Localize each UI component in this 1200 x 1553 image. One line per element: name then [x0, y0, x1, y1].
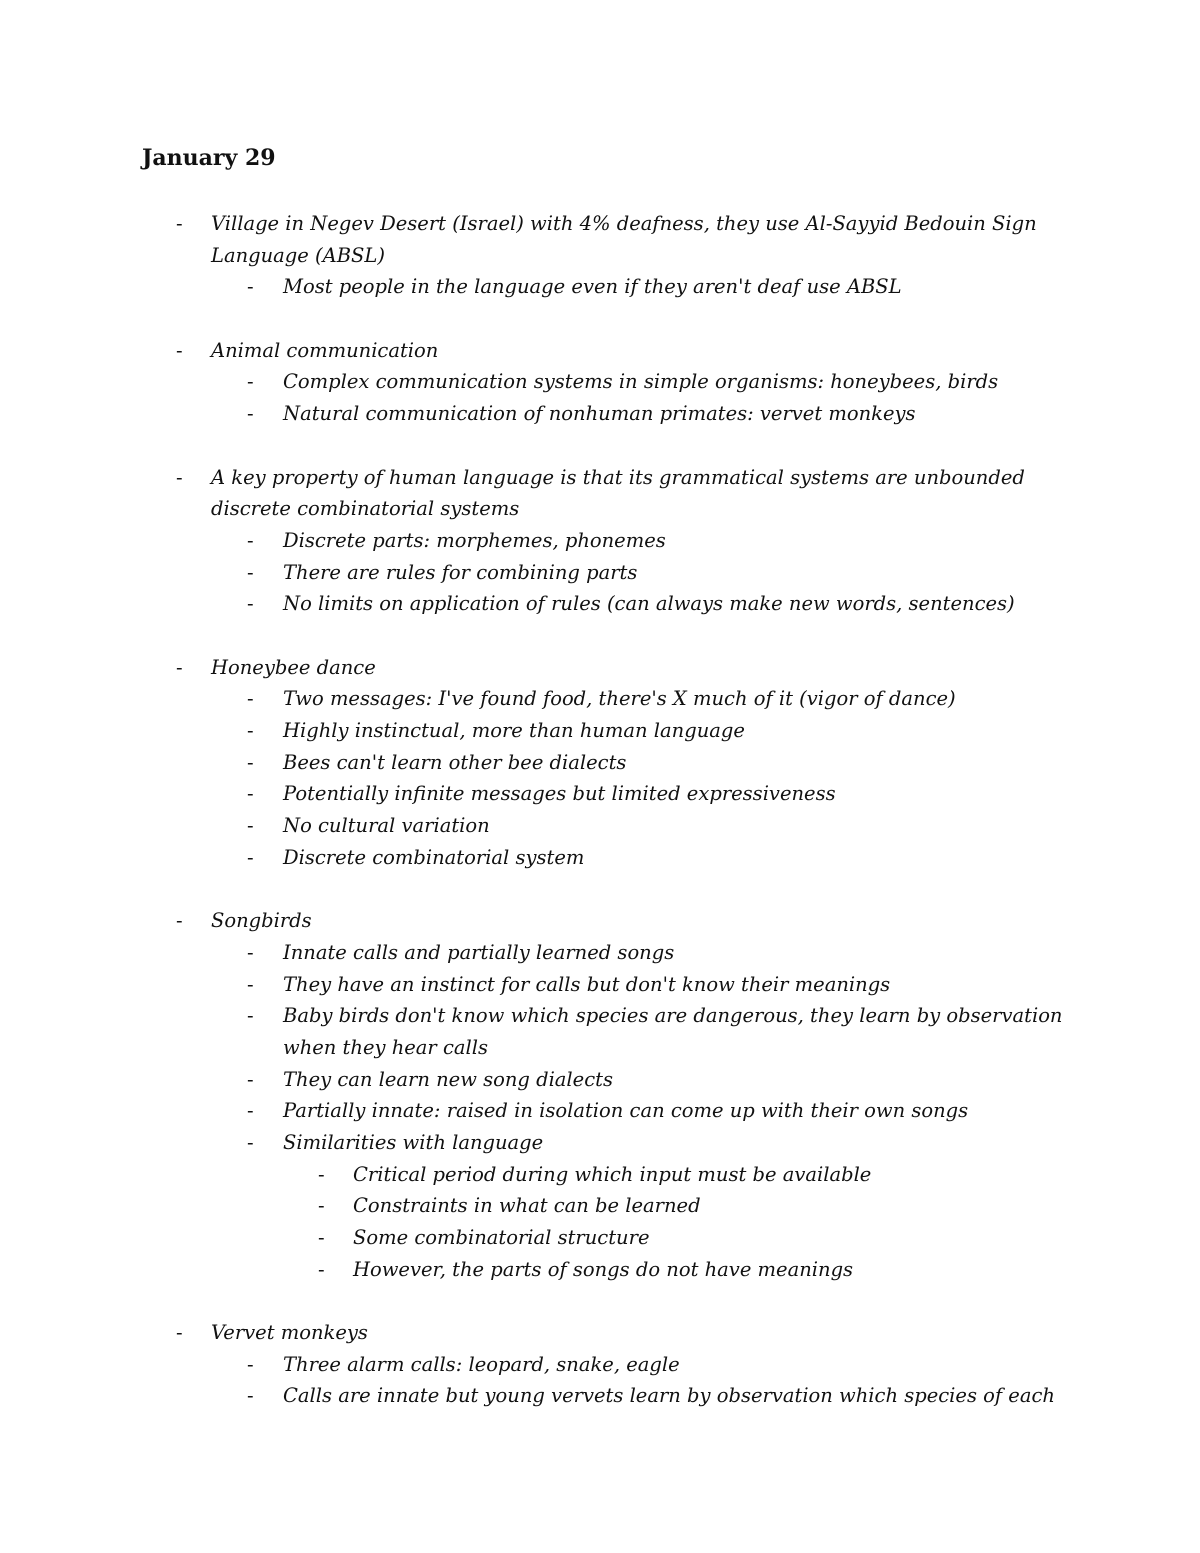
list-item: [0, 905, 1200, 937]
list-item: [0, 1254, 1200, 1286]
list-item-text: Language (ABSL): [211, 243, 385, 267]
list-item-text: Two messages: I've found food, there's X much of it (vigor of dance): [283, 687, 956, 711]
list-item-text: when they hear calls: [283, 1035, 488, 1059]
bullet-dash: -: [247, 972, 254, 996]
list-item: [0, 937, 1200, 969]
list-item-text: Critical period during which input must be available: [353, 1162, 872, 1186]
list-item: [0, 683, 1200, 715]
list-item-text: Three alarm calls: leopard, snake, eagle: [283, 1352, 680, 1376]
list-item-text: There are rules for combining parts: [283, 560, 638, 584]
list-item: [0, 810, 1200, 842]
list-item: [0, 1222, 1200, 1254]
list-item-text: Bees can't learn other bee dialects: [283, 750, 627, 774]
list-item-text: Partially innate: raised in isolation can come up with their own songs: [283, 1099, 969, 1123]
bullet-dash: -: [247, 845, 254, 869]
list-item: [0, 652, 1200, 684]
list-item: [0, 557, 1200, 589]
bullet-dash: -: [176, 212, 183, 235]
list-item: [0, 1190, 1200, 1222]
list-item: [0, 747, 1200, 779]
bullet-dash: -: [176, 1321, 183, 1345]
bullet-dash: -: [247, 940, 254, 964]
list-item-text: Some combinatorial structure: [353, 1226, 650, 1249]
list-item: [0, 1159, 1200, 1191]
bullet-dash: -: [247, 1099, 254, 1123]
list-item-text: They have an instinct for calls but don't know their meanings: [283, 972, 891, 996]
bullet-dash: -: [247, 560, 254, 584]
list-item: [0, 1000, 1200, 1032]
list-item-text: Highly instinctual, more than human language: [283, 719, 745, 742]
bullet-dash: -: [176, 465, 183, 489]
list-item-text: Most people in the language even if they aren't deaf use ABSL: [283, 275, 902, 299]
bullet-dash: -: [247, 1130, 254, 1154]
bullet-dash: -: [247, 275, 254, 299]
list-item-text: Calls are innate but young vervets learn by observation which species of each: [283, 1384, 1055, 1408]
list-item: [0, 1317, 1200, 1349]
list-item: [0, 1349, 1200, 1381]
list-item-text: Village in Negev Desert (Israel) with 4% deafness, they use Al-Sayyid Bedouin Sign: [211, 212, 1037, 235]
page-title: January 29: [142, 145, 276, 171]
list-item: [0, 1127, 1200, 1159]
list-item: [0, 1095, 1200, 1127]
list-item: [0, 398, 1200, 430]
bullet-dash: -: [247, 1384, 254, 1408]
bullet-dash: -: [176, 655, 183, 679]
bullet-dash: -: [247, 1067, 254, 1091]
list-item: [0, 778, 1200, 810]
list-item: [0, 969, 1200, 1001]
list-item: [0, 1064, 1200, 1096]
list-item-text: No limits on application of rules (can always make new words, sentences): [283, 592, 1015, 616]
list-item-text: Constraints in what can be learned: [353, 1194, 701, 1218]
list-item: [0, 588, 1200, 620]
list-item-text: They can learn new song dialects: [283, 1067, 613, 1091]
list-item: [0, 525, 1200, 557]
bullet-dash: -: [247, 782, 254, 806]
list-item-text: A key property of human language is that its grammatical systems are unbounded: [211, 465, 1025, 489]
list-item-text: No cultural variation: [283, 814, 490, 838]
list-item-text: Baby birds don't know which species are dangerous, they learn by observation: [283, 1004, 1063, 1028]
list-item-text: Honeybee dance: [211, 655, 376, 679]
list-item-text: Animal communication: [211, 338, 439, 362]
bullet-dash: -: [247, 814, 254, 838]
list-item-continuation: [0, 240, 1200, 272]
bullet-dash: -: [247, 592, 254, 616]
list-item: [0, 271, 1200, 303]
list-item: [0, 366, 1200, 398]
notes-list: [0, 208, 1200, 1412]
list-item: [0, 335, 1200, 367]
bullet-dash: -: [176, 338, 183, 362]
bullet-dash: -: [247, 402, 254, 426]
list-item-text: However, the parts of songs do not have meanings: [353, 1257, 854, 1281]
list-item: [0, 208, 1200, 240]
bullet-dash: -: [247, 528, 254, 552]
list-item-text: Vervet monkeys: [211, 1321, 368, 1345]
bullet-dash: -: [176, 909, 183, 933]
list-item-text: Innate calls and partially learned songs: [283, 940, 675, 964]
list-item-text: Songbirds: [211, 909, 312, 933]
list-item: [0, 1380, 1200, 1412]
bullet-dash: -: [318, 1194, 325, 1218]
list-item-continuation: [0, 1032, 1200, 1064]
list-item-text: Natural communication of nonhuman primates: vervet monkeys: [283, 402, 916, 426]
list-item: [0, 842, 1200, 874]
list-item-continuation: [0, 493, 1200, 525]
list-item-text: Discrete combinatorial system: [283, 845, 585, 869]
bullet-dash: -: [247, 1004, 254, 1028]
bullet-dash: -: [247, 1352, 254, 1376]
list-item: [0, 715, 1200, 747]
list-item: [0, 462, 1200, 494]
list-item-text: Similarities with language: [283, 1130, 544, 1154]
bullet-dash: -: [318, 1257, 325, 1281]
bullet-dash: -: [318, 1162, 325, 1186]
list-item-text: discrete combinatorial systems: [211, 497, 520, 521]
list-item-text: Potentially infinite messages but limited expressiveness: [283, 782, 836, 806]
bullet-dash: -: [318, 1226, 325, 1249]
bullet-dash: -: [247, 719, 254, 742]
bullet-dash: -: [247, 370, 254, 394]
list-item-text: Discrete parts: morphemes, phonemes: [283, 528, 666, 552]
bullet-dash: -: [247, 687, 254, 711]
bullet-dash: -: [247, 750, 254, 774]
list-item-text: Complex communication systems in simple organisms: honeybees, birds: [283, 370, 999, 394]
